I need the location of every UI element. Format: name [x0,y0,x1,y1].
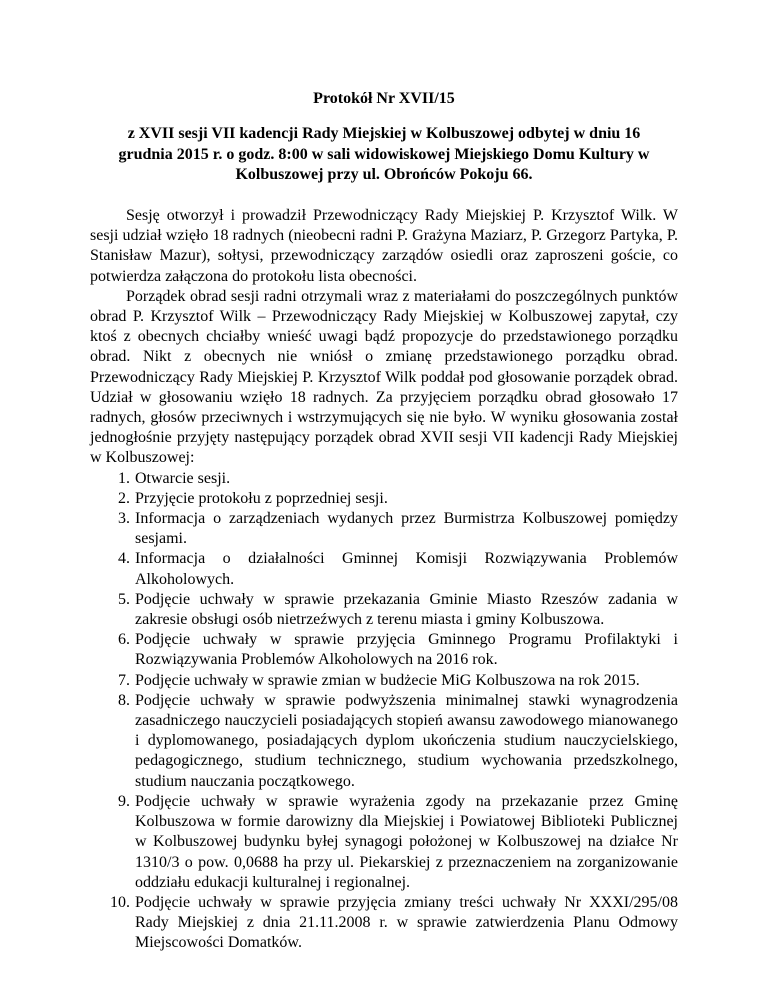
agenda-item-number: 4. [118,550,130,568]
agenda-item-number: 10. [110,893,130,911]
agenda-item-text: Podjęcie uchwały w sprawie przyjęcia zmiany treści uchwały Nr XXXI/295/08 Rady Miejskiej z dnia 21.11.2008 r. w sprawie zatwierdzenia Planu Odmowy Miejscowości Domatków. [135,893,678,952]
agenda-item [90,691,678,792]
agenda-item-text: Informacja o działalności Gminnej Komisji Rozwiązywania Problemów Alkoholowych. [135,550,678,588]
agenda-item-number: 1. [118,469,130,487]
document-body [90,206,678,954]
agenda-item-text: Podjęcie uchwały w sprawie przyjęcia Gminnego Programu Profilaktyki i Rozwiązywania Problemów Alkoholowych na 2016 rok. [135,631,678,669]
agenda-item [90,590,678,630]
paragraph-opening: Sesję otworzył i prowadził Przewodniczący Rady Miejskiej P. Krzysztof Wilk. W sesji udział wzięło 18 radnych (nieobecni radni P. Grażyna Maziarz, P. Grzegorz Partyka, P. Stanisław Mazur), sołtysi, przewodniczący zarządów osiedli oraz zaproszeni goście, co potwierdza załączona do protokołu lista obecności. [90,207,678,285]
paragraph-agenda-intro: Porządek obrad sesji radni otrzymali wraz z materiałami do poszczególnych punktów obrad P. Krzysztof Wilk – Przewodniczący Rady Miejskiej w Kolbuszowej zapytał, czy ktoś z obecnych chciałby wnieść uwagi bądź propozycje do przedstawionego porządku obrad. Nikt z obecnych nie wniósł o zmianę przedstawionego porządku obrad. Przewodniczący Rady Miejskiej P. Krzysztof Wilk poddał pod głosowanie porządek obrad. Udział w głosowaniu wzięło 18 radnych. Za przyjęciem porządku obrad głosowało 17 radnych, głosów przeciwnych i wstrzymujących się nie było. W wyniku głosowania został jednogłośnie przyjęty następujący porządek obrad XVII sesji VII kadencji Rady Miejskiej w Kolbuszowej: [90,287,678,467]
agenda-item-number: 6. [118,631,130,649]
agenda-item [90,893,678,954]
agenda-item-text: Podjęcie uchwały w sprawie przekazania Gminie Miasto Rzeszów zadania w zakresie obsługi osób nietrzeźwych z terenu miasta i gminy Kolbuszowa. [135,590,678,629]
agenda-item [90,509,678,549]
agenda-list [90,469,678,954]
agenda-item-text: Przyjęcie protokołu z poprzedniej sesji. [135,489,388,507]
agenda-item-text: Otwarcie sesji. [135,469,231,487]
agenda-item [90,469,678,489]
document-subtitle: z XVII sesji VII kadencji Rady Miejskiej w Kolbuszowej odbytej w dniu 16 grudnia 2015 r. o godz. 8:00 w sali widowiskowej Miejskiego Domu Kultury w Kolbuszowej przy ul. Obrońców Pokoju 66. [118,125,650,183]
agenda-item-number: 9. [118,792,130,810]
agenda-item-number: 8. [118,691,130,709]
agenda-item-text: Podjęcie uchwały w sprawie podwyższenia minimalnej stawki wynagrodzenia zasadniczego nauczycieli posiadających stopień awansu zawodowego mianowanego i dyplomowanego, posiadających dyplom ukończenia studium nauczycielskiego, pedagogicznego, studium technicznego, studium wychowania przedszkolnego, studium nauczania początkowego. [135,691,678,790]
agenda-item-text: Podjęcie uchwały w sprawie zmian w budżecie MiG Kolbuszowa na rok 2015. [135,671,640,689]
agenda-item [90,792,678,893]
agenda-item-number: 2. [118,489,130,507]
agenda-item-text: Podjęcie uchwały w sprawie wyrażenia zgody na przekazanie przez Gminę Kolbuszowa w formie darowizny dla Miejskiej i Powiatowej Biblioteki Publicznej w Kolbuszowej budynku byłej synagogi położonej w Kolbuszowej na działce Nr 1310/3 o pow. 0,0688 ha przy ul. Piekarskiej z przeznaczeniem na zorganizowanie oddziału edukacji kulturalnej i regionalnej. [135,792,678,891]
agenda-item [90,489,678,509]
agenda-item [90,630,678,670]
agenda-item-text: Informacja o zarządzeniach wydanych przez Burmistrza Kolbuszowej pomiędzy sesjami. [135,510,678,548]
agenda-item [90,549,678,589]
document-title: Protokół Nr XVII/15 [313,90,455,107]
agenda-item-number: 5. [118,590,130,608]
agenda-item [90,671,678,691]
agenda-item-number: 7. [118,671,130,689]
agenda-item-number: 3. [118,510,130,528]
